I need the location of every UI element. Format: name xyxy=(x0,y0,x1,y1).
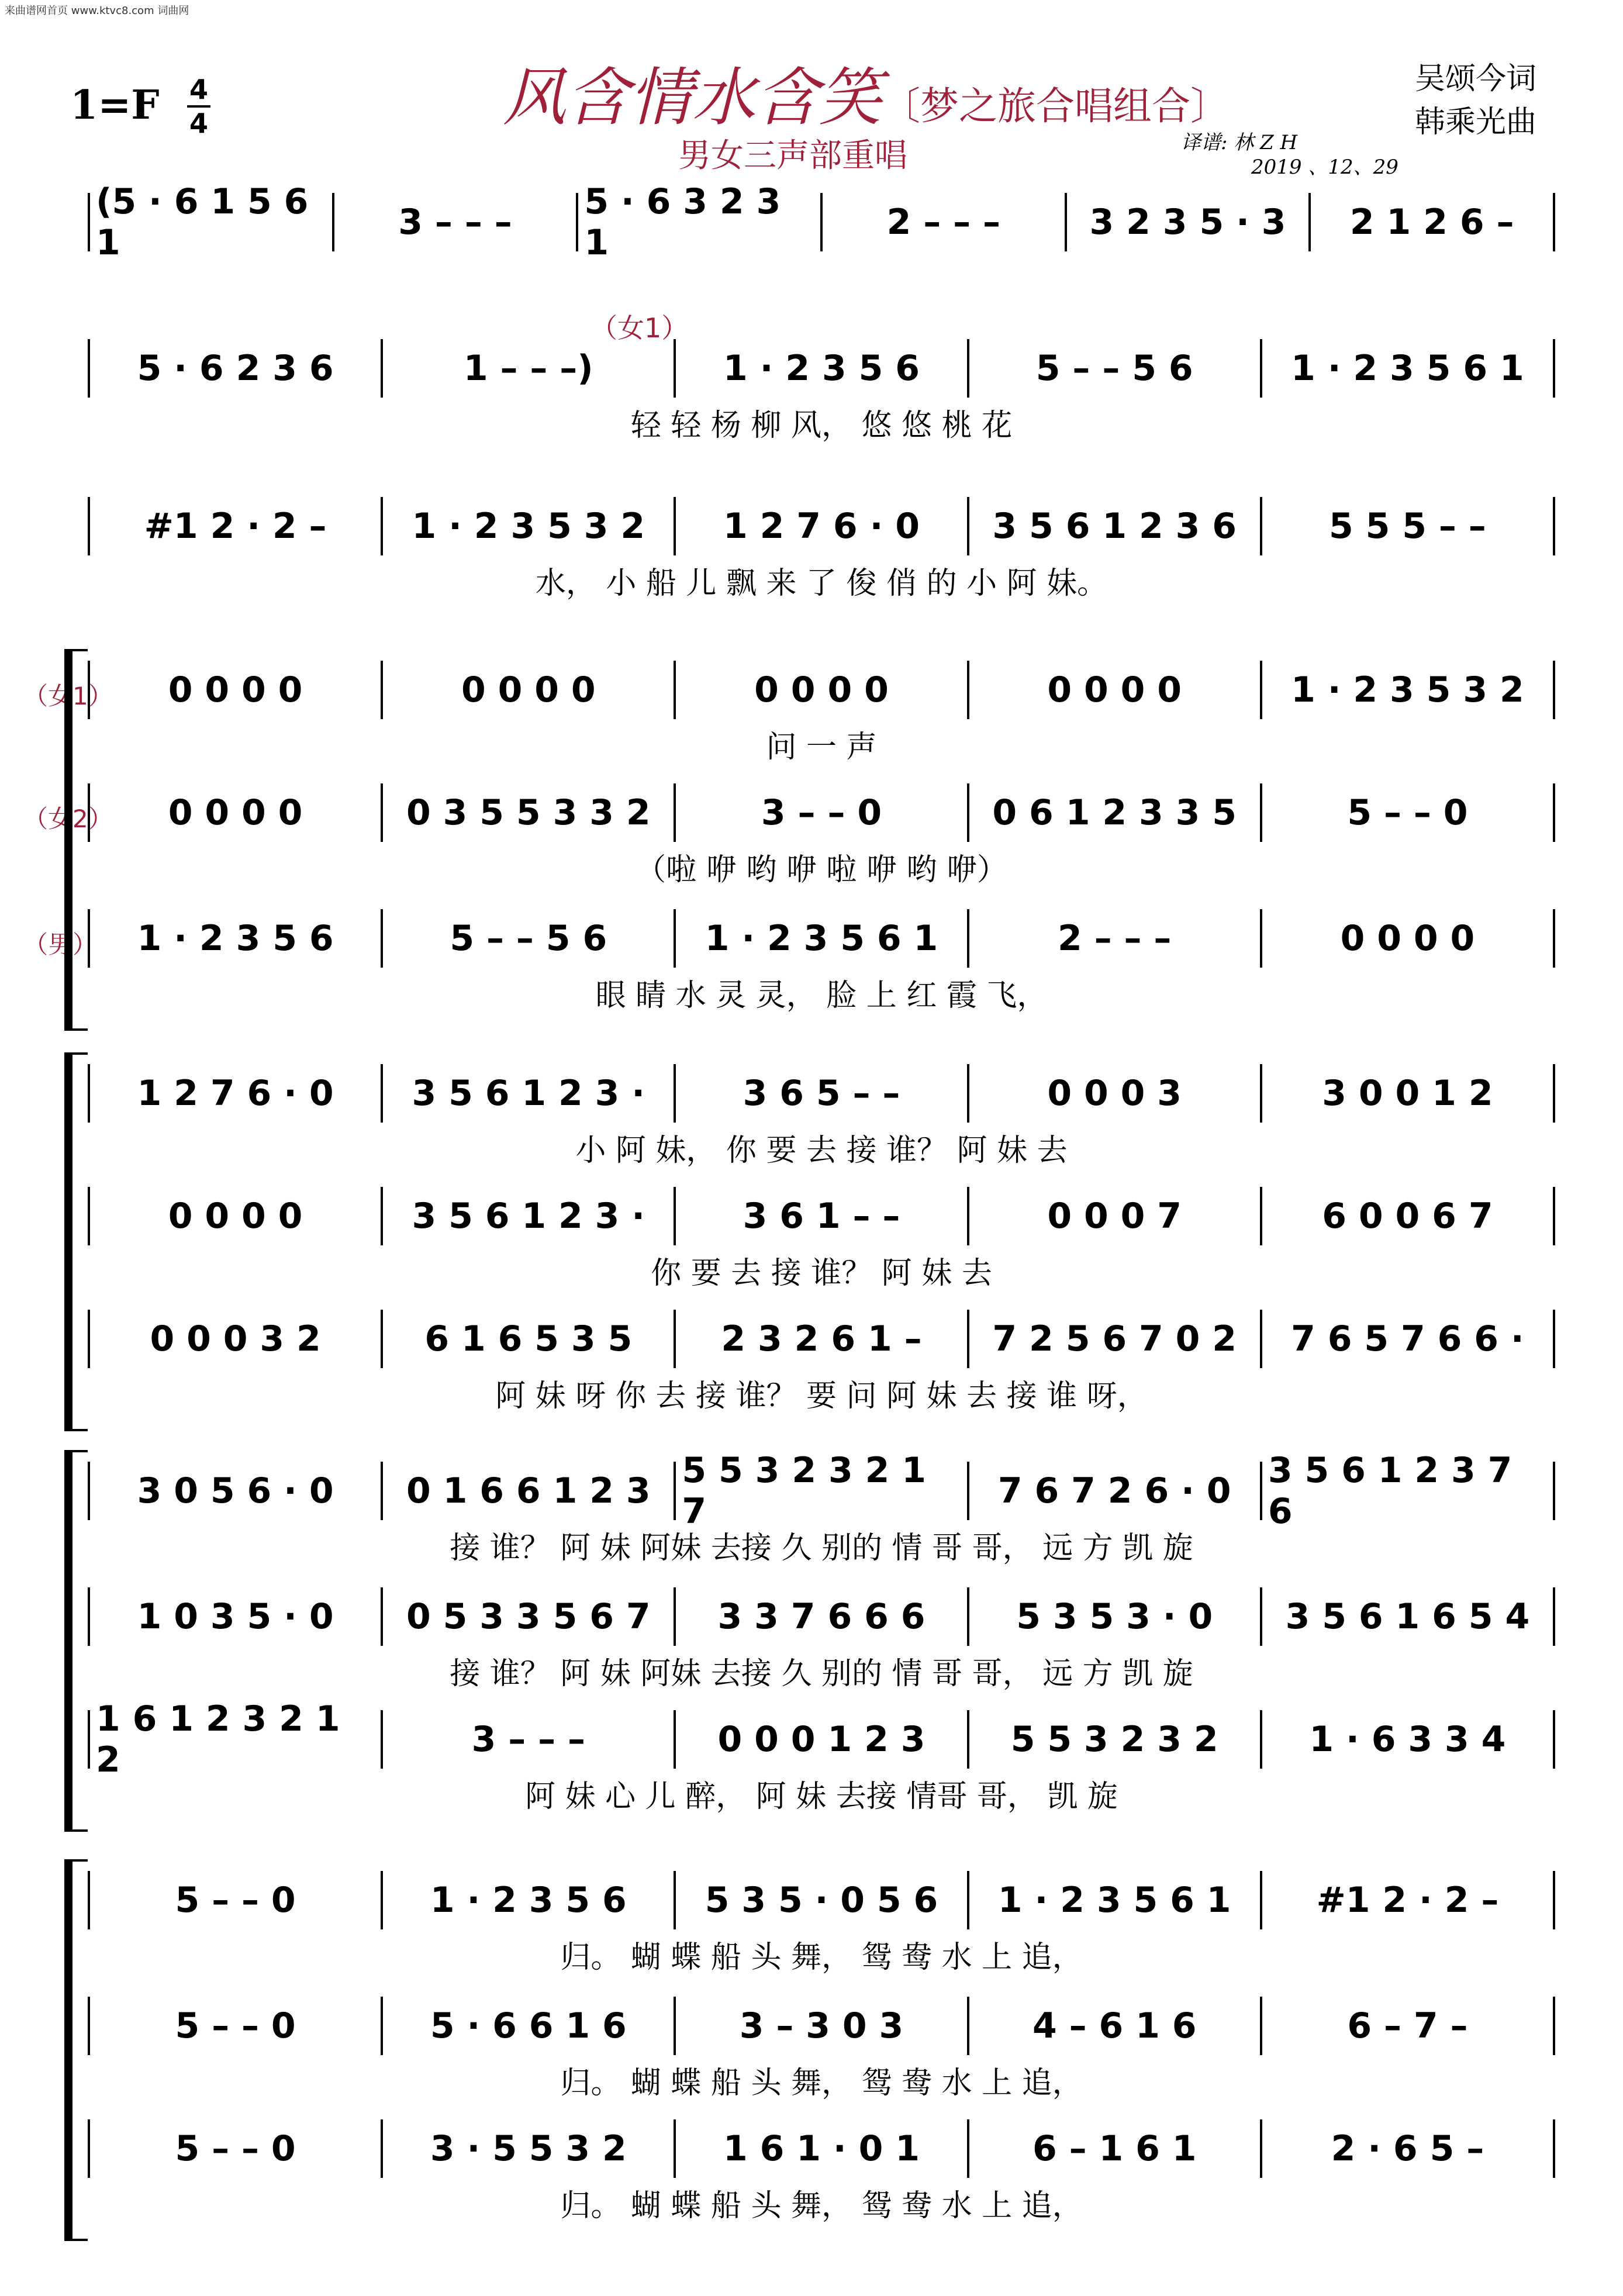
measure xyxy=(334,193,579,251)
measure-notes: 3 6 1 – – xyxy=(743,1196,900,1237)
system-bracket xyxy=(64,1052,88,1431)
measure-notes: 6 0 0 6 7 xyxy=(1322,1196,1493,1237)
measure-notes: 3 – – 0 xyxy=(761,792,882,833)
staff-row xyxy=(88,1587,1555,1646)
part-label: （男） xyxy=(23,930,98,959)
meter-bottom: 4 xyxy=(189,108,208,139)
measure-notes: 5 3 5 3 · 0 xyxy=(1016,1596,1213,1637)
measure xyxy=(969,783,1262,842)
measure-notes: 0 5 3 3 5 6 7 xyxy=(406,1596,651,1637)
measure xyxy=(383,2119,676,2178)
title-suffix: 〔梦之旅合唱组合〕 xyxy=(882,84,1230,129)
measure-notes: 6 – 7 – xyxy=(1347,2005,1468,2046)
measure-notes: 6 1 6 5 3 5 xyxy=(424,1318,633,1359)
measure-notes: 3 5 6 1 2 3 6 xyxy=(992,506,1237,547)
measure-notes: 6 – 1 6 1 xyxy=(1032,2128,1197,2169)
measure-notes: 3 2 3 5 · 3 xyxy=(1089,202,1286,243)
lyric-line: 接 谁？ 阿 妹 阿妹 去接 久 别的 情 哥 哥， 远 方 凯 旋 xyxy=(450,1656,1193,1691)
measure-notes: 3 – 3 0 3 xyxy=(739,2005,904,2046)
staff-row xyxy=(88,909,1555,968)
title-main: 风含情水含笑 xyxy=(503,61,882,134)
measure-notes: 1 · 2 3 5 6 1 xyxy=(1291,348,1524,389)
lyric-line: 小 阿 妹， 你 要 去 接 谁？ 阿 妹 去 xyxy=(575,1133,1068,1168)
lyric-line: 归。 蝴 蝶 船 头 舞， 鸳 鸯 水 上 追， xyxy=(560,2066,1083,2101)
measure-notes: 1 · 2 3 5 3 2 xyxy=(412,506,645,547)
measure xyxy=(383,1871,676,1929)
measure-notes: 2 – – – xyxy=(1058,918,1172,959)
measure xyxy=(1262,1310,1555,1368)
staff-row xyxy=(88,661,1555,719)
measure xyxy=(676,783,969,842)
measure xyxy=(383,661,676,719)
measure xyxy=(676,1187,969,1245)
measure-notes: 5 – – 0 xyxy=(175,2005,296,2046)
measure-notes: 1 – – –) xyxy=(463,348,593,389)
measure-notes: 3 0 5 6 · 0 xyxy=(137,1470,334,1511)
measure xyxy=(969,497,1262,555)
measure-notes: 1 · 2 3 5 6 1 xyxy=(705,918,938,959)
measure-notes: 3 5 6 1 2 3 · xyxy=(412,1073,645,1114)
measure xyxy=(1262,909,1555,968)
measure-notes: #1 2 · 2 – xyxy=(144,506,327,547)
measure xyxy=(1262,1450,1555,1532)
measure-notes: 0 0 0 0 xyxy=(1340,918,1475,959)
key-signature: 1=F xyxy=(70,82,160,129)
time-signature xyxy=(184,75,213,138)
measure xyxy=(88,1064,383,1123)
measure-notes: 0 0 0 0 xyxy=(461,669,596,710)
measure xyxy=(88,1187,383,1245)
measure-notes: 5 – – 5 6 xyxy=(1035,348,1193,389)
measure-notes: 0 0 0 3 2 xyxy=(150,1318,321,1359)
measure xyxy=(676,1310,969,1368)
lyric-line: 轻 轻 杨 柳 风， 悠 悠 桃 花 xyxy=(630,408,1013,443)
measure xyxy=(88,497,383,555)
measure-notes: 3 0 0 1 2 xyxy=(1322,1073,1493,1114)
lyricist: 吴颂今词 xyxy=(1415,61,1537,96)
measure-notes: 1 · 2 3 5 3 2 xyxy=(1291,669,1524,710)
measure xyxy=(383,1064,676,1123)
measure-notes: 0 0 0 3 xyxy=(1047,1073,1182,1114)
measure xyxy=(676,497,969,555)
measure-notes: 7 6 7 2 6 · 0 xyxy=(997,1470,1231,1511)
measure-notes: 3 – – – xyxy=(398,202,512,243)
measure-notes: 4 – 6 1 6 xyxy=(1032,2005,1197,2046)
measure xyxy=(383,339,676,398)
measure xyxy=(969,2119,1262,2178)
measure xyxy=(1311,193,1555,251)
measure-notes: (5 · 6 1 5 6 1 xyxy=(96,181,309,263)
measure xyxy=(676,1710,969,1769)
staff-row xyxy=(88,783,1555,842)
measure-notes: 5 5 3 2 3 2 xyxy=(1010,1719,1218,1760)
measure-notes: 2 3 2 6 1 – xyxy=(721,1318,922,1359)
measure xyxy=(383,1587,676,1646)
measure-notes: 0 0 0 7 xyxy=(1047,1196,1182,1237)
measure xyxy=(969,1310,1262,1368)
measure-notes: 5 · 6 2 3 6 xyxy=(137,348,334,389)
measure xyxy=(676,1587,969,1646)
measure-notes: 7 2 5 6 7 0 2 xyxy=(992,1318,1237,1359)
measure xyxy=(88,1871,383,1929)
measure xyxy=(969,339,1262,398)
measure xyxy=(88,2119,383,2178)
measure xyxy=(1262,1871,1555,1929)
measure-notes: 1 · 2 3 5 6 xyxy=(137,918,334,959)
measure-notes: 1 · 2 3 5 6 xyxy=(430,1880,627,1921)
measure xyxy=(1262,1587,1555,1646)
measure xyxy=(969,1997,1262,2055)
measure xyxy=(1262,1997,1555,2055)
measure-notes: 1 6 1 · 0 1 xyxy=(723,2128,920,2169)
measure-notes: 2 · 6 5 – xyxy=(1331,2128,1484,2169)
measure xyxy=(1067,193,1311,251)
measure xyxy=(383,1997,676,2055)
measure xyxy=(676,1064,969,1123)
measure xyxy=(383,1462,676,1520)
measure-notes: 5 3 5 · 0 5 6 xyxy=(705,1880,938,1921)
lyric-line: 眼 睛 水 灵 灵， 脸 上 红 霞 飞， xyxy=(595,978,1048,1013)
lyric-line: 问 一 声 xyxy=(766,730,877,765)
date: 2019 、12、29 xyxy=(1251,156,1398,179)
measure-notes: 3 3 7 6 6 6 xyxy=(717,1596,926,1637)
measure-notes: 5 · 6 3 2 3 1 xyxy=(584,181,781,263)
system-bracket xyxy=(64,649,88,1031)
measure xyxy=(88,1997,383,2055)
measure-notes: 2 1 2 6 – xyxy=(1349,202,1514,243)
lyric-line: （啦 咿 哟 咿 啦 咿 哟 咿） xyxy=(636,852,1007,888)
measure-notes: 1 · 2 3 5 6 1 xyxy=(997,1880,1231,1921)
measure-notes: 3 5 6 1 2 3 7 6 xyxy=(1268,1450,1513,1532)
measure-notes: 5 5 3 2 3 2 1 7 xyxy=(682,1450,926,1532)
measure xyxy=(1262,1064,1555,1123)
measure-notes: 3 · 5 5 3 2 xyxy=(430,2128,627,2169)
measure xyxy=(969,1871,1262,1929)
measure xyxy=(383,783,676,842)
measure xyxy=(383,497,676,555)
staff-row xyxy=(88,1310,1555,1368)
measure xyxy=(88,1462,383,1520)
measure xyxy=(676,1450,969,1532)
measure xyxy=(383,909,676,968)
measure xyxy=(969,1710,1262,1769)
measure-notes: 1 · 6 3 3 4 xyxy=(1309,1719,1506,1760)
measure-notes: 5 – – 0 xyxy=(175,1880,296,1921)
measure xyxy=(1262,661,1555,719)
measure-notes: 0 0 0 1 2 3 xyxy=(717,1719,926,1760)
measure xyxy=(1262,783,1555,842)
song-title xyxy=(503,47,1229,137)
measure-notes: 5 – – 5 6 xyxy=(450,918,607,959)
measure-notes: 0 3 5 5 3 3 2 xyxy=(406,792,651,833)
lyric-line: 接 谁？ 阿 妹 阿妹 去接 久 别的 情 哥 哥， 远 方 凯 旋 xyxy=(450,1531,1193,1566)
lyric-line: 阿 妹 心 儿 醉， 阿 妹 去接 情哥 哥， 凯 旋 xyxy=(525,1779,1118,1814)
measure xyxy=(676,661,969,719)
measure-notes: 0 1 6 6 1 2 3 xyxy=(406,1470,651,1511)
measure xyxy=(1262,1710,1555,1769)
measure xyxy=(88,783,383,842)
measure xyxy=(969,1462,1262,1520)
measure xyxy=(383,1710,676,1769)
measure xyxy=(383,1310,676,1368)
measure xyxy=(88,661,383,719)
staff-row xyxy=(88,181,1555,263)
measure-notes: 0 0 0 0 xyxy=(168,1196,303,1237)
staff-row xyxy=(88,1064,1555,1123)
measure xyxy=(969,909,1262,968)
measure-notes: 0 6 1 2 3 3 5 xyxy=(992,792,1237,833)
measure xyxy=(88,1587,383,1646)
system-bracket xyxy=(64,1859,88,2241)
site-header-text: 来曲谱网首页 www.ktvc8.com 词曲网 xyxy=(5,5,189,17)
measure xyxy=(88,909,383,968)
measure xyxy=(1262,1187,1555,1245)
measure xyxy=(823,193,1067,251)
staff-row xyxy=(88,1187,1555,1245)
measure-notes: 5 – – 0 xyxy=(1347,792,1468,833)
measure-notes: 5 5 5 – – xyxy=(1329,506,1486,547)
measure xyxy=(969,1587,1262,1646)
measure xyxy=(88,1698,383,1780)
measure-notes: 1 0 3 5 · 0 xyxy=(137,1596,334,1637)
measure-notes: #1 2 · 2 – xyxy=(1316,1880,1499,1921)
measure-notes: 3 5 6 1 6 5 4 xyxy=(1285,1596,1530,1637)
measure-notes: 3 6 5 – – xyxy=(743,1073,900,1114)
measure-notes: 2 – – – xyxy=(886,202,1001,243)
measure-notes: 7 6 5 7 6 6 · xyxy=(1291,1318,1524,1359)
measure-notes: 0 0 0 0 xyxy=(1047,669,1182,710)
lyric-line: 你 要 去 接 谁？ 阿 妹 去 xyxy=(651,1256,992,1291)
measure-notes: 0 0 0 0 xyxy=(168,669,303,710)
lyric-line: 水， 小 船 儿 飘 来 了 俊 俏 的 小 阿 妹。 xyxy=(535,566,1108,601)
measure xyxy=(969,661,1262,719)
measure xyxy=(676,1997,969,2055)
measure xyxy=(1262,339,1555,398)
system-bracket xyxy=(64,1450,88,1832)
part-label: （女1） xyxy=(23,682,113,710)
meter-top: 4 xyxy=(189,74,208,105)
measure-notes: 1 2 7 6 · 0 xyxy=(723,506,920,547)
measure-notes: 0 0 0 0 xyxy=(754,669,889,710)
lyric-line: 阿 妹 呀 你 去 接 谁？ 要 问 阿 妹 去 接 谁 呀， xyxy=(495,1379,1148,1414)
composer: 韩乘光曲 xyxy=(1415,105,1537,140)
measure xyxy=(676,1871,969,1929)
measure xyxy=(88,339,383,398)
measure-notes: 5 – – 0 xyxy=(175,2128,296,2169)
measure-notes: 1 · 2 3 5 6 xyxy=(723,348,920,389)
measure-notes: 5 · 6 6 1 6 xyxy=(430,2005,627,2046)
measure xyxy=(383,1187,676,1245)
measure xyxy=(88,181,334,263)
staff-row xyxy=(88,2119,1555,2178)
staff-row xyxy=(88,1997,1555,2055)
measure xyxy=(969,1187,1262,1245)
staff-row xyxy=(88,339,1555,398)
measure xyxy=(88,1310,383,1368)
part-label: （女2） xyxy=(23,805,113,833)
voice-mark: （女1） xyxy=(591,312,689,344)
measure-notes: 1 6 1 2 3 2 1 2 xyxy=(96,1698,340,1780)
lyric-line: 归。 蝴 蝶 船 头 舞， 鸳 鸯 水 上 追， xyxy=(560,2188,1083,2224)
measure xyxy=(578,181,823,263)
measure-notes: 3 5 6 1 2 3 · xyxy=(412,1196,645,1237)
measure-notes: 3 – – – xyxy=(471,1719,586,1760)
measure xyxy=(676,2119,969,2178)
measure xyxy=(969,1064,1262,1123)
staff-row xyxy=(88,1871,1555,1929)
staff-row xyxy=(88,1450,1555,1532)
staff-row xyxy=(88,497,1555,555)
arranger: 译谱: 林 Z H xyxy=(1181,131,1298,154)
measure-notes: 0 0 0 0 xyxy=(168,792,303,833)
measure xyxy=(676,339,969,398)
measure-notes: 1 2 7 6 · 0 xyxy=(137,1073,334,1114)
measure xyxy=(1262,2119,1555,2178)
lyric-line: 归。 蝴 蝶 船 头 舞， 鸳 鸯 水 上 追， xyxy=(560,1940,1083,1975)
staff-row xyxy=(88,1698,1555,1780)
song-subtitle: 男女三声部重唱 xyxy=(678,137,907,175)
measure xyxy=(676,909,969,968)
measure xyxy=(1262,497,1555,555)
